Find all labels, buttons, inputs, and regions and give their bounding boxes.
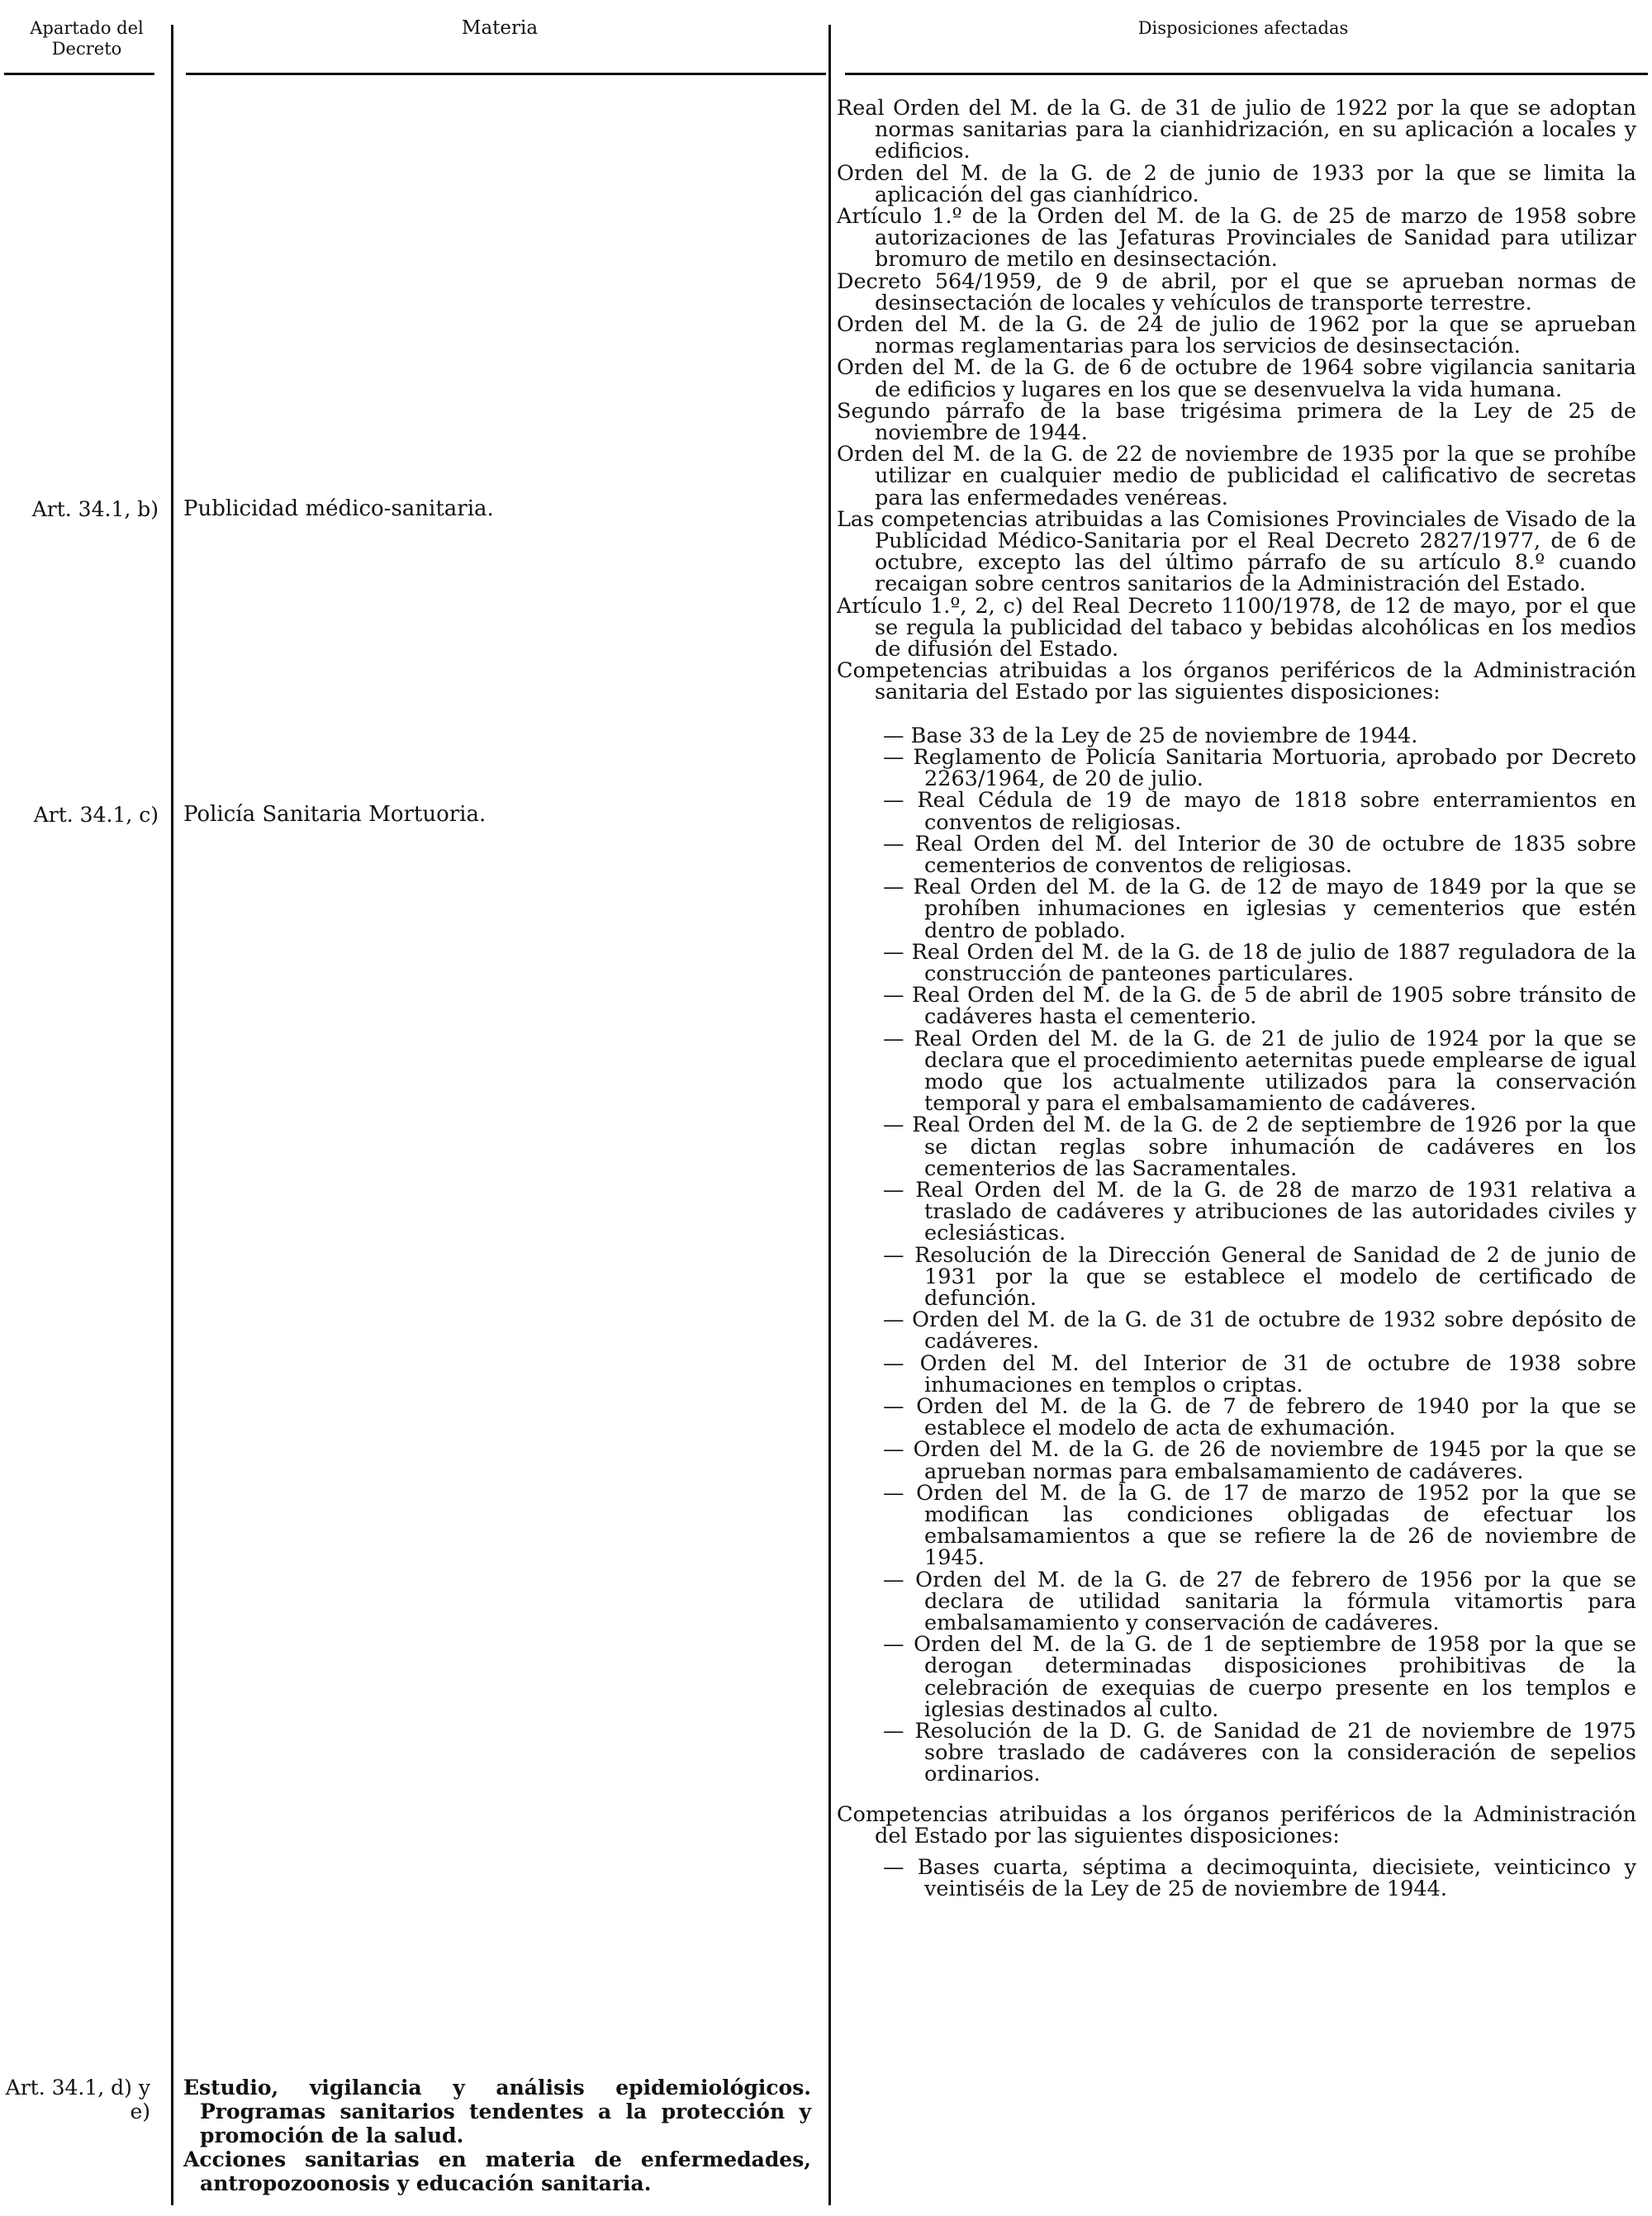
disposicion-item: — Orden del M. del Interior de 31 de octubre de 1938 sobre inhumaciones en templos o criptas.	[883, 1350, 1636, 1397]
disposicion-item: — Resolución de la D. G. de Sanidad de 21 de noviembre de 1975 sobre traslado de cadáveres con la consideración de sepelios ordinarios.	[883, 1719, 1636, 1787]
disposicion-item: — Orden del M. de la G. de 31 de octubre de 1932 sobre depósito de cadáveres.	[883, 1307, 1636, 1355]
disposicion-item: — Real Orden del M. de la G. de 12 de mayo de 1849 por la que se prohíben inhumaciones en iglesias y cementerios que estén dentro de poblado.	[883, 875, 1636, 943]
header-rule-left	[4, 73, 154, 75]
materia-d-e-1: Estudio, vigilancia y análisis epidemiológicos. Programas sanitarios tendentes a la protección y promoción de la salud.	[183, 2076, 811, 2147]
disposicion-item: — Real Orden del M. de la G. de 21 de julio de 1924 por la que se declara que el procedimiento aeternitas puede emplearse de igual modo que los actualmente utilizados para la conservación temporal y para el embalsamamiento de cadáveres.	[883, 1026, 1636, 1117]
header-rule-middle	[186, 73, 826, 75]
disposicion-item: — Real Orden del M. de la G. de 18 de julio de 1887 reguladora de la construcción de panteones particulares.	[883, 939, 1636, 986]
disposicion-item: — Bases cuarta, séptima a decimoquinta, diecisiete, veinticinco y veintiséis de la Ley de 25 de noviembre de 1944.	[883, 1855, 1636, 1902]
disposicion-item: — Base 33 de la Ley de 25 de noviembre de 1944.	[883, 723, 1418, 748]
column-divider-2	[828, 25, 831, 2205]
row-b-block	[837, 398, 1636, 662]
disposicion-item: — Real Orden del M. del Interior de 30 de octubre de 1835 sobre cementerios de conventos de religiosas.	[883, 831, 1636, 878]
disposicion-entry: Segundo párrafo de la base trigésima primera de la Ley de 25 de noviembre de 1944.	[837, 398, 1636, 446]
apartado-d-e: Art. 34.1, d) y e)	[5, 2076, 150, 2123]
row-c-block	[837, 660, 1636, 1785]
disposicion-item: — Orden del M. de la G. de 7 de febrero de 1940 por la que se establece el modelo de acta de exhumación.	[883, 1393, 1636, 1441]
disposicion-item: — Orden del M. de la G. de 17 de marzo de 1952 por la que se modifican las condiciones obligadas de efectuar los embalsamamientos a que se refiere la de 26 de noviembre de 1945.	[883, 1480, 1636, 1571]
disposicion-item: — Real Orden del M. de la G. de 2 de septiembre de 1926 por la que se dictan reglas sobre inhumación de cadáveres en los cementerios de las Sacramentales.	[883, 1113, 1636, 1181]
header-apartado: Apartado del Decreto	[30, 18, 144, 59]
disposicion-entry: Artículo 1.º de la Orden del M. de la G. de 25 de marzo de 1958 sobre autorizaciones de las Jefaturas Provinciales de Sanidad para utilizar bromuro de metilo en desinsectación.	[837, 204, 1636, 273]
disposicion-item: — Real Orden del M. de la G. de 5 de abril de 1905 sobre tránsito de cadáveres hasta el cementerio.	[883, 983, 1636, 1030]
disposicion-entry: Orden del M. de la G. de 6 de octubre de 1964 sobre vigilancia sanitaria de edificios y lugares en los que se desenvuelva la vida humana.	[837, 355, 1636, 402]
column-divider-1	[171, 25, 173, 2205]
apartado-b: Art. 34.1, b)	[31, 497, 159, 521]
header-rule-right	[845, 73, 1648, 75]
materia-d-e	[183, 2076, 811, 2195]
disposicion-entry: Orden del M. de la G. de 2 de junio de 1933 por la que se limita la aplicación del gas cianhídrico.	[837, 160, 1636, 207]
disposicion-item: — Real Cédula de 19 de mayo de 1818 sobre enterramientos en conventos de religiosas.	[883, 788, 1636, 835]
row-a-block	[837, 97, 1636, 401]
materia-b: Publicidad médico-sanitaria.	[183, 496, 494, 521]
disposicion-intro: Competencias atribuidas a los órganos periféricos de la Administración sanitaria del Estado por las siguientes disposiciones:	[837, 658, 1636, 705]
header-materia: Materia	[461, 17, 539, 39]
materia-c: Policía Sanitaria Mortuoria.	[183, 802, 487, 827]
disposicion-item: — Orden del M. de la G. de 1 de septiembre de 1958 por la que se derogan determinadas disposiciones prohibitivas de la celebración de exequias de cuerpo presente en los templos e iglesias destinados al culto.	[883, 1632, 1636, 1722]
disposiciones-column	[837, 97, 1636, 1900]
header-disposiciones: Disposiciones afectadas	[1137, 18, 1349, 38]
disposicion-item: — Real Orden del M. de la G. de 28 de marzo de 1931 relativa a traslado de cadáveres y atribuciones de las autoridades civiles y eclesiásticas.	[883, 1177, 1636, 1246]
disposicion-item: — Orden del M. de la G. de 26 de noviembre de 1945 por la que se aprueban normas para embalsamamiento de cadáveres.	[883, 1437, 1636, 1484]
disposicion-intro: Competencias atribuidas a los órganos periféricos de la Administración del Estado por las siguientes disposiciones:	[837, 1801, 1636, 1848]
apartado-c: Art. 34.1, c)	[33, 803, 159, 827]
disposicion-item: — Reglamento de Policía Sanitaria Mortuoria, aprobado por Decreto 2263/1964, de 20 de julio.	[883, 744, 1636, 792]
disposicion-item: — Resolución de la Dirección General de Sanidad de 2 de junio de 1931 por la que se establece el modelo de certificado de defunción.	[883, 1242, 1636, 1311]
disposicion-entry: Orden del M. de la G. de 24 de julio de 1962 por la que se aprueban normas reglamentarias para los servicios de desinsectación.	[837, 312, 1636, 359]
disposicion-entry: Las competencias atribuidas a las Comisiones Provinciales de Visado de la Publicidad Médico-Sanitaria por el Real Decreto 2827/1977, de 6 de octubre, excepto las del último párrafo de su artículo 8.º cuando recaigan sobre centros sanitarios de la Administración del Estado.	[837, 506, 1636, 597]
materia-d-e-2: Acciones sanitarias en materia de enfermedades, antropozoonosis y educación sanitaria.	[183, 2147, 811, 2195]
disposicion-item: — Orden del M. de la G. de 27 de febrero de 1956 por la que se declara de utilidad sanitaria la fórmula vitamortis para embalsamamiento y conservación de cadáveres.	[883, 1567, 1636, 1636]
disposicion-entry: Decreto 564/1959, de 9 de abril, por el que se aprueban normas de desinsectación de locales y vehículos de transporte terrestre.	[837, 268, 1636, 316]
disposicion-entry: Artículo 1.º, 2, c) del Real Decreto 1100/1978, de 12 de mayo, por el que se regula la publicidad del tabaco y bebidas alcohólicas en los medios de difusión del Estado.	[837, 593, 1636, 662]
disposicion-entry: Orden del M. de la G. de 22 de noviembre de 1935 por la que se prohíbe utilizar en cualquier medio de publicidad el calificativo de secretas para las enfermedades venéreas.	[837, 442, 1636, 510]
row-d-e-block	[837, 1801, 1636, 1902]
disposicion-entry: Real Orden del M. de la G. de 31 de julio de 1922 por la que se adoptan normas sanitarias para la cianhidrización, en su aplicación a locales y edificios.	[837, 96, 1636, 164]
